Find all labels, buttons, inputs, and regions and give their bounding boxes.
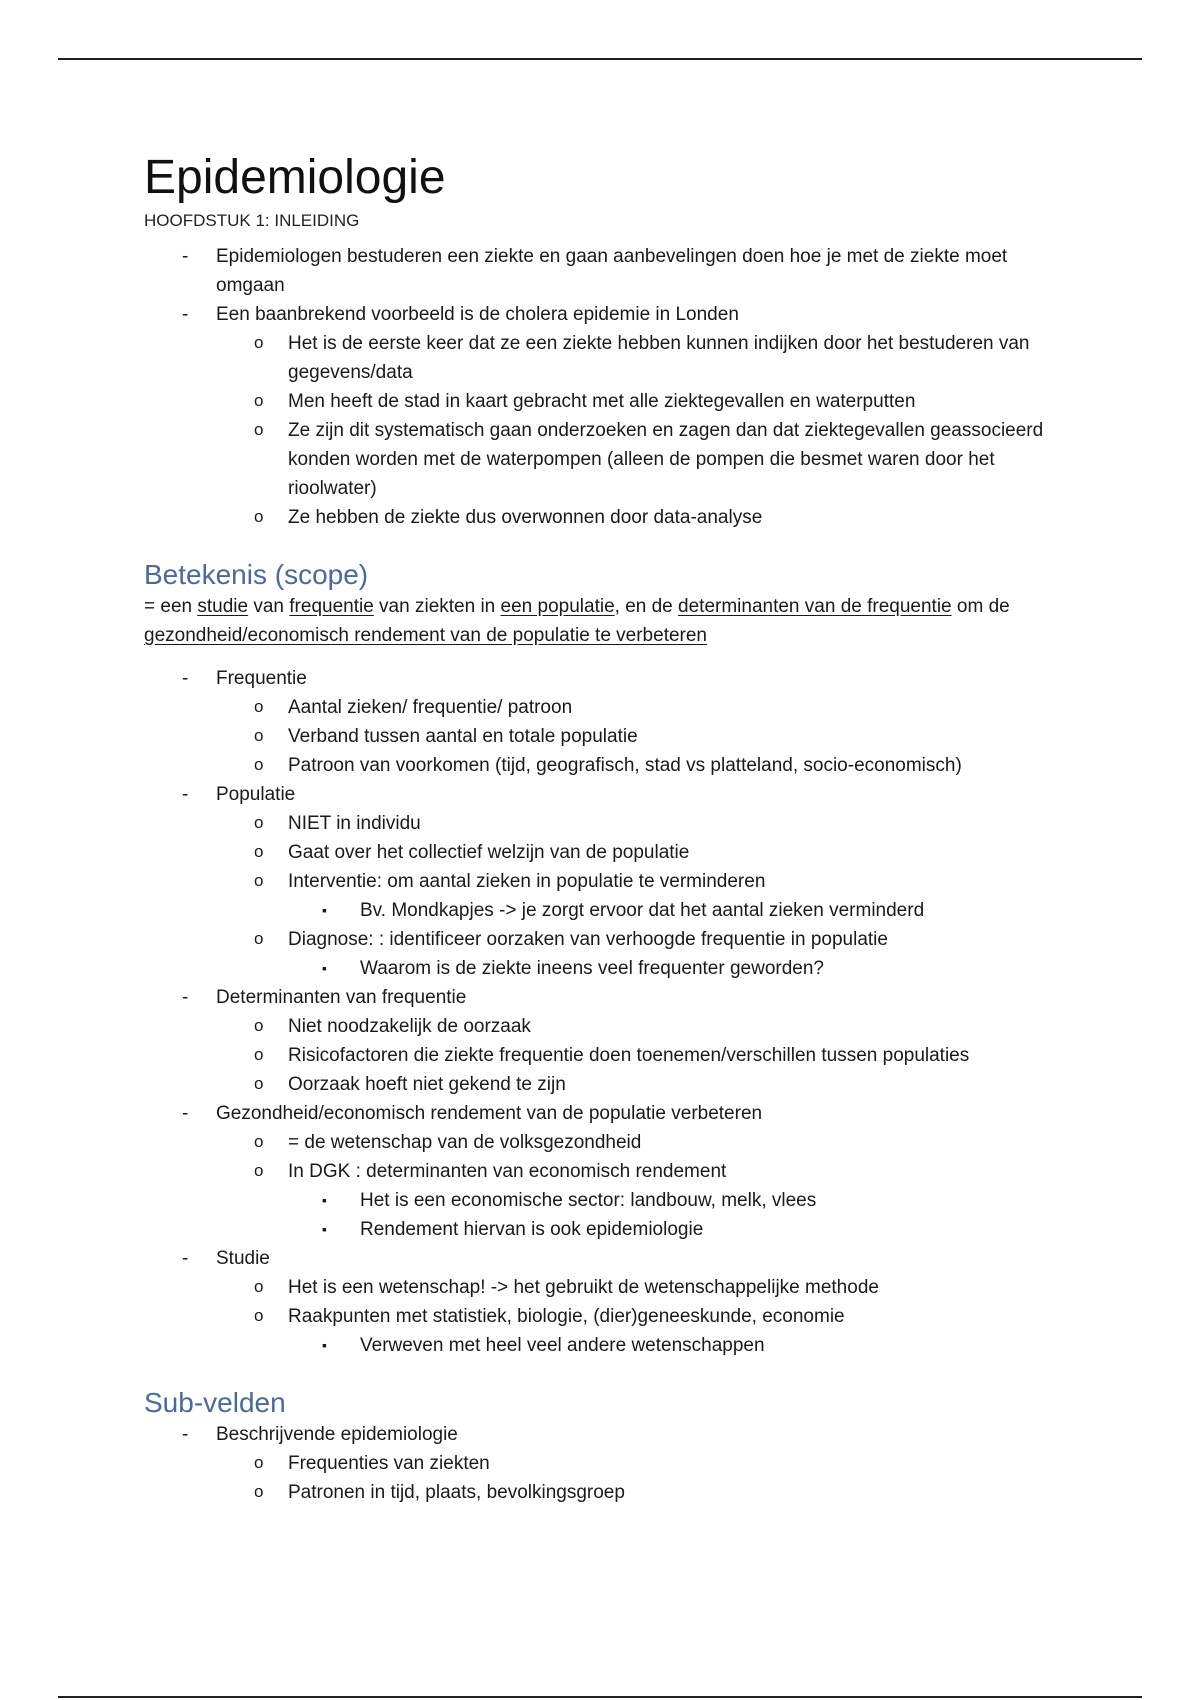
list-item: - Beschrijvende epidemiologie o Frequenties van ziekten o Patronen in tijd, plaats, bevolkingsgroep	[144, 1420, 1074, 1507]
subfields-list	[144, 1420, 1074, 1507]
list-item: - Een baanbrekend voorbeeld is de cholera epidemie in Londen o Het is de eerste keer dat ze een ziekte hebben kunnen indijken door het bestuderen van gegevens/data o Men heeft de stad in kaart gebracht met alle ziektegevallen en waterputten o Ze zijn dit systematisch gaan onderzoeken en zagen dan dat ziektegevallen geassocieerd konden worden met de waterpompen (alleen de pompen die besmet waren door het rioolwater) o Ze hebben de ziekte dus overwonnen door data-analyse	[144, 300, 1074, 532]
sub-list-item: o NIET in individu	[216, 809, 1074, 838]
list-item: - Frequentie o Aantal zieken/ frequentie/ patroon o Verband tussen aantal en totale populatie o Patroon van voorkomen (tijd, geografisch, stad vs platteland, socio-economisch)	[144, 664, 1074, 780]
bottom-rule	[58, 1696, 1142, 1698]
definition-paragraph: = een studie van frequentie van ziekten in een populatie, en de determinanten van de frequentie om de gezondheid/economisch rendement van de populatie te verbeteren	[144, 596, 1010, 646]
sub-list-item: o Ze zijn dit systematisch gaan onderzoeken en zagen dan dat ziektegevallen geassocieerd konden worden met de waterpompen (alleen de pompen die besmet waren door het rioolwater)	[216, 416, 1074, 503]
list-item: - Populatie o NIET in individu o Gaat over het collectief welzijn van de populatie o Interventie: om aantal zieken in populatie te verminderen ▪ Bv. Mondkapjes -> je zorgt ervoor dat het aantal zieken verminderd o Diagnose: : identificeer oorzaken van verhoogde frequentie in populatie ▪ Waarom is de ziekte ineens veel frequenter geworden?	[144, 780, 1074, 983]
chapter-subtitle: HOOFDSTUK 1: INLEIDING	[144, 211, 360, 230]
sub-list-item: o Patronen in tijd, plaats, bevolkingsgroep	[216, 1478, 1074, 1507]
sub-list-item: o Interventie: om aantal zieken in populatie te verminderen ▪ Bv. Mondkapjes -> je zorgt ervoor dat het aantal zieken verminderd	[216, 867, 1074, 925]
section-heading-betekenis: Betekenis (scope)	[144, 559, 369, 590]
sub-sub-list-item: ▪ Het is een economische sector: landbouw, melk, vlees	[288, 1186, 1074, 1215]
sub-list-item: o Raakpunten met statistiek, biologie, (dier)geneeskunde, economie ▪ Verweven met heel veel andere wetenschappen	[216, 1302, 1074, 1360]
sub-list-item: o Oorzaak hoeft niet gekend te zijn	[216, 1070, 1074, 1099]
page-title: Epidemiologie	[144, 151, 446, 204]
sub-list-item: o Het is de eerste keer dat ze een ziekte hebben kunnen indijken door het bestuderen van gegevens/data	[216, 329, 1074, 387]
sub-list-item: o Diagnose: : identificeer oorzaken van verhoogde frequentie in populatie ▪ Waarom is de ziekte ineens veel frequenter geworden?	[216, 925, 1074, 983]
sub-list-item: o Ze hebben de ziekte dus overwonnen door data-analyse	[216, 503, 1074, 532]
list-item: - Determinanten van frequentie o Niet noodzakelijk de oorzaak o Risicofactoren die ziekte frequentie doen toenemen/verschillen tussen populaties o Oorzaak hoeft niet gekend te zijn	[144, 983, 1074, 1099]
sub-list-item: o Men heeft de stad in kaart gebracht met alle ziektegevallen en waterputten	[216, 387, 1074, 416]
scope-list	[144, 664, 1074, 1360]
sub-sub-list-item: ▪ Verweven met heel veel andere wetenschappen	[288, 1331, 1074, 1360]
sub-list-item: o Aantal zieken/ frequentie/ patroon	[216, 693, 1074, 722]
section-heading-sub-velden: Sub-velden	[144, 1387, 286, 1418]
sub-list-item: o In DGK : determinanten van economisch rendement ▪ Het is een economische sector: landbouw, melk, vlees ▪ Rendement hiervan is ook epidemiologie	[216, 1157, 1074, 1244]
sub-list-item: o Risicofactoren die ziekte frequentie doen toenemen/verschillen tussen populaties	[216, 1041, 1074, 1070]
sub-sub-list-item: ▪ Rendement hiervan is ook epidemiologie	[288, 1215, 1074, 1244]
intro-list	[144, 242, 1074, 532]
list-item: - Epidemiologen bestuderen een ziekte en gaan aanbevelingen doen hoe je met de ziekte moet omgaan	[144, 242, 1074, 300]
sub-list-item: o Het is een wetenschap! -> het gebruikt de wetenschappelijke methode	[216, 1273, 1074, 1302]
sub-list-item: o = de wetenschap van de volksgezondheid	[216, 1128, 1074, 1157]
sub-list-item: o Patroon van voorkomen (tijd, geografisch, stad vs platteland, socio-economisch)	[216, 751, 1074, 780]
sub-sub-list-item: ▪ Bv. Mondkapjes -> je zorgt ervoor dat het aantal zieken verminderd	[288, 896, 1074, 925]
sub-list-item: o Frequenties van ziekten	[216, 1449, 1074, 1478]
document-body	[144, 150, 1074, 1507]
sub-list-item: o Niet noodzakelijk de oorzaak	[216, 1012, 1074, 1041]
sub-list-item: o Verband tussen aantal en totale populatie	[216, 722, 1074, 751]
list-item: - Gezondheid/economisch rendement van de populatie verbeteren o = de wetenschap van de volksgezondheid o In DGK : determinanten van economisch rendement ▪ Het is een economische sector: landbouw, melk, vlees ▪ Rendement hiervan is ook epidemiologie	[144, 1099, 1074, 1244]
sub-list-item: o Gaat over het collectief welzijn van de populatie	[216, 838, 1074, 867]
sub-sub-list-item: ▪ Waarom is de ziekte ineens veel frequenter geworden?	[288, 954, 1074, 983]
list-item: - Studie o Het is een wetenschap! -> het gebruikt de wetenschappelijke methode o Raakpunten met statistiek, biologie, (dier)geneeskunde, economie ▪ Verweven met heel veel andere wetenschappen	[144, 1244, 1074, 1360]
top-rule	[58, 58, 1142, 60]
